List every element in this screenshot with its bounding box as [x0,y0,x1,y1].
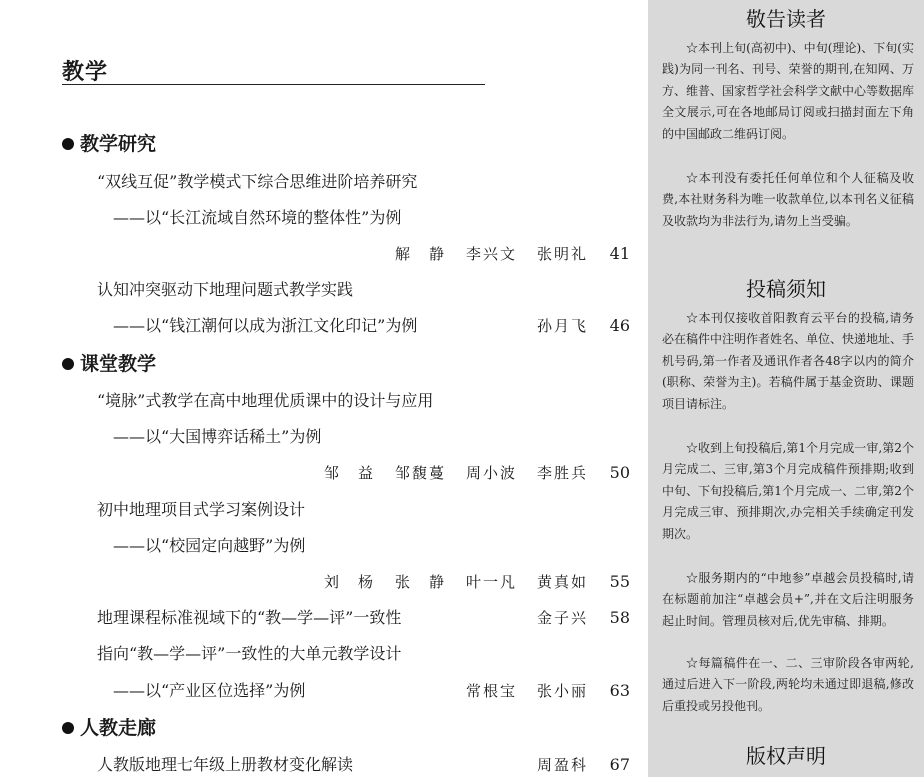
article-subtitle: ——以“大国博弈话稀土”为例 [113,427,322,446]
author-name: 金子兴 [536,609,588,627]
article-subtitle: ——以“长江流域自然环境的整体性”为例 [113,208,402,227]
author-name: 张小丽 [536,682,588,700]
article-subtitle: ——以“产业区位选择”为例 [113,681,306,700]
article-authors [537,314,588,338]
author-name: 孙月飞 [536,317,588,335]
section-title: 教学 [62,60,109,85]
category-label: 课堂教学 [80,353,157,375]
category-label: 人教走廊 [80,717,157,739]
author-name: 黄真如 [536,573,588,591]
author-name: 刘 杨 [323,573,375,591]
submission-paragraph: ☆每篇稿件在一、二、三审阶段各审两轮,通过后进入下一阶段,两轮均未通过即退稿,修改后重投或另投他刊。 [662,656,914,713]
category-heading [62,716,156,740]
page-number: 50 [609,463,630,482]
submission-paragraph: ☆收到上旬投稿后,第1个月完成一审,第2个月完成二、三审,第3个月完成稿件预排期;收到中旬、下旬投稿后,第1个月完成一、二审,第2个月完成三审、预排期次,办完相关手续确定刊发期次。 [662,441,914,541]
article-title[interactable]: 认知冲突驱动下地理问题式教学实践 [97,280,354,299]
author-name: 常根宝 [465,682,517,700]
article-title[interactable]: 人教版地理七年级上册教材变化解读 [97,755,354,774]
section-divider [62,84,485,85]
author-name: 邹 益 [323,464,375,482]
bullet-icon [62,722,74,734]
author-name: 李胜兵 [536,464,588,482]
author-name: 邹馥蔓 [394,464,446,482]
submission-heading: 投稿须知 [746,277,826,301]
article-authors [324,570,588,594]
copyright-heading: 版权声明 [746,744,826,768]
category-label: 教学研究 [80,133,157,155]
article-title[interactable]: “境脉”式教学在高中地理优质课中的设计与应用 [97,391,434,410]
article-subtitle: ——以“校园定向越野”为例 [113,536,306,555]
article-authors [537,606,588,630]
article-title[interactable]: 地理课程标准视域下的“教—学—评”一致性 [97,608,402,627]
author-name: 周小波 [465,464,517,482]
notice-paragraph: ☆本刊没有委托任何单位和个人征稿及收费,本社财务科为唯一收款单位,以本刊名义征稿及收款均为非法行为,请勿上当受骗。 [662,171,914,228]
author-name: 李兴文 [465,245,517,263]
page-number: 41 [609,244,630,263]
page-number: 67 [609,755,630,774]
article-subtitle: ——以“钱江潮何以成为浙江文化印记”为例 [113,316,418,335]
sidebar-notices [648,0,924,777]
author-name: 解 静 [394,245,446,263]
notice-heading: 敬告读者 [746,7,826,31]
category-heading [62,352,156,376]
bullet-icon [62,138,74,150]
page-number: 55 [609,572,630,591]
submission-paragraph: ☆本刊仅接收首阳教育云平台的投稿,请务必在稿件中注明作者姓名、单位、快递地址、手机号码,第一作者及通讯作者各48字以内的简介(职称、荣誉为主)。若稿件属于基金资助、课题项目请标注。 [662,311,915,411]
article-title[interactable]: “双线互促”教学模式下综合思维进阶培养研究 [97,172,418,191]
article-title[interactable]: 初中地理项目式学习案例设计 [97,500,306,519]
category-heading [62,132,156,156]
bullet-icon [62,358,74,370]
notice-paragraph: ☆本刊上旬(高初中)、中旬(理论)、下旬(实践)为同一刊名、刊号、荣誉的期刊,在知网、万方、维普、国家哲学社会科学文献中心等数据库全文展示,可在各地邮局订阅或扫描封面左下角的中国邮政二维码订阅。 [662,41,915,141]
article-authors [324,461,588,485]
author-name: 张明礼 [536,245,588,263]
author-name: 叶一凡 [465,573,517,591]
article-authors [537,753,588,777]
article-authors [395,242,588,266]
page-number: 63 [609,681,630,700]
page-number: 46 [609,316,630,335]
article-title[interactable]: 指向“教—学—评”一致性的大单元教学设计 [97,644,402,663]
author-name: 张 静 [394,573,446,591]
submission-paragraph: ☆服务期内的“中地参”卓越会员投稿时,请在标题前加注“卓越会员+”,并在文后注明服务起止时间。管理员核对后,优先审稿、排期。 [662,571,914,628]
author-name: 周盈科 [536,756,588,774]
page-number: 58 [609,608,630,627]
article-authors [466,679,588,703]
